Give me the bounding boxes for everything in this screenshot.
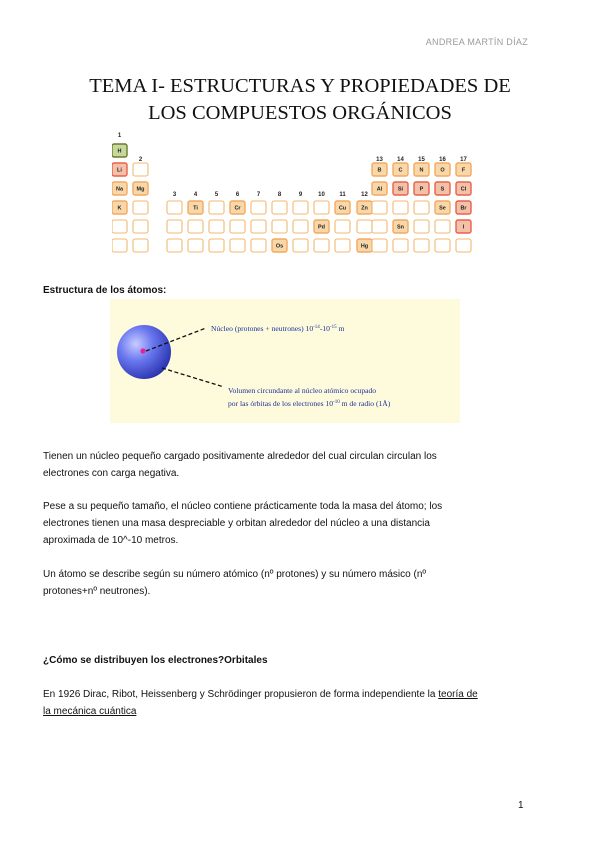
element-symbol: Os [275, 243, 284, 250]
quantum-theory-link[interactable]: teoría de [438, 689, 478, 700]
empty-cell [133, 163, 148, 176]
element-symbol: Cr [234, 205, 241, 212]
element-symbol: Si [397, 186, 404, 193]
empty-cell [293, 201, 308, 214]
element-symbol: Hg [360, 243, 369, 250]
element-symbol: O [440, 167, 445, 174]
group-label: 7 [256, 192, 261, 198]
empty-cell [133, 239, 148, 252]
paragraph-nucleus: Tienen un núcleo pequeño cargado positivamente alrededor del cual circulan circulan los electrones con carga negativa. [43, 451, 437, 479]
empty-cell [372, 239, 387, 252]
quantum-theory-link-continued[interactable]: la mecánica cuántica [43, 706, 137, 717]
group-label: 17 [460, 157, 467, 163]
group-label: 5 [214, 192, 219, 198]
element-symbol: P [419, 186, 424, 193]
element-symbol: Cu [338, 205, 347, 212]
atom-structure-figure [110, 299, 460, 423]
empty-cell [112, 239, 127, 252]
empty-cell [335, 239, 350, 252]
author-header: ANDREA MARTÍN DÍAZ [425, 37, 528, 47]
element-symbol: Pd [317, 224, 326, 231]
element-symbol: Cl [460, 186, 467, 193]
element-symbol: I [462, 224, 465, 231]
empty-cell [209, 201, 224, 214]
element-symbol: Sn [396, 224, 405, 231]
empty-cell [435, 220, 450, 233]
section-heading-atom-structure: Estructura de los átomos: [43, 285, 167, 296]
element-symbol: K [117, 205, 122, 212]
group-label: 12 [361, 192, 368, 198]
page-number: 1 [518, 800, 524, 811]
group-label: 11 [339, 192, 346, 198]
volume-label-line-2: por las órbitas de los electrones 10 [228, 399, 334, 408]
empty-cell [293, 239, 308, 252]
element-symbol: H [117, 148, 122, 155]
element-symbol: Na [115, 186, 124, 193]
empty-cell [372, 201, 387, 214]
empty-cell [167, 220, 182, 233]
empty-cell [414, 201, 429, 214]
paragraph-mass: Pese a su pequeño tamaño, el núcleo contiene prácticamente toda la masa del átomo; los electrones tienen una masa despreciable y orbitan alrededor del núcleo a una distancia aproximada de 10^-10 metros. [43, 501, 443, 546]
empty-cell [414, 220, 429, 233]
empty-cell [230, 220, 245, 233]
empty-cell [314, 201, 329, 214]
element-symbol: B [377, 167, 382, 174]
volume-pointer [162, 368, 224, 387]
group-label: 9 [298, 192, 303, 198]
empty-cell [314, 239, 329, 252]
empty-cell [167, 201, 182, 214]
group-label: 6 [235, 192, 240, 198]
periodic-table-image [112, 128, 492, 268]
empty-cell [272, 201, 287, 214]
element-symbol: C [398, 167, 403, 174]
nucleus-label: Núcleo (protones + neutrones) 10 [211, 324, 314, 333]
empty-cell [133, 220, 148, 233]
paragraph-quantum-theory: En 1926 Dirac, Ribot, Heissenberg y Schrödinger propusieron de forma independiente la teoría de la mecánica cuántica [43, 689, 478, 717]
empty-cell [372, 220, 387, 233]
element-symbol: Se [439, 205, 446, 212]
empty-cell [414, 239, 429, 252]
section-heading-orbitals: ¿Cómo se distribuyen los electrones?Orbitales [43, 655, 268, 666]
title-line-1: TEMA I- ESTRUCTURAS Y PROPIEDADES DE [89, 75, 511, 97]
group-label: 14 [397, 157, 404, 163]
element-symbol: Mg [136, 186, 145, 193]
group-label: 13 [376, 157, 383, 163]
volume-label-line-1: Volumen circundante al núcleo atómico ocupado [228, 386, 377, 395]
empty-cell [230, 239, 245, 252]
group-label: 1 [117, 133, 122, 139]
empty-cell [209, 239, 224, 252]
empty-cell [112, 220, 127, 233]
empty-cell [251, 201, 266, 214]
title-line-2: LOS COMPUESTOS ORGÁNICOS [148, 102, 452, 124]
empty-cell [435, 239, 450, 252]
empty-cell [251, 239, 266, 252]
group-label: 4 [193, 192, 198, 198]
empty-cell [251, 220, 266, 233]
group-label: 3 [172, 192, 177, 198]
element-symbol: Ti [193, 205, 198, 212]
empty-cell [209, 220, 224, 233]
group-label: 15 [418, 157, 425, 163]
group-label: 16 [439, 157, 446, 163]
empty-cell [456, 239, 471, 252]
element-symbol: Li [117, 167, 122, 174]
element-symbol: F [461, 167, 466, 174]
empty-cell [335, 220, 350, 233]
element-symbol: Br [460, 205, 467, 212]
empty-cell [188, 220, 203, 233]
element-symbol: N [419, 167, 424, 174]
group-label: 10 [318, 192, 325, 198]
group-label: 8 [277, 192, 282, 198]
svg-text:por las órbitas de los electro: por las órbitas de los electrones $10^{-10}$ m de radio (1Å) [228, 399, 391, 408]
group-label: 2 [138, 157, 143, 163]
empty-cell [272, 220, 287, 233]
nucleus-dot [140, 348, 145, 353]
paragraph-atomic-number: Un átomo se describe según su número atómico (nº protones) y su número másico (nº protones+nº neutrones). [43, 569, 427, 597]
empty-cell [133, 201, 148, 214]
empty-cell [393, 239, 408, 252]
empty-cell [293, 220, 308, 233]
page-title [40, 73, 560, 127]
element-symbol: Zn [361, 205, 368, 212]
svg-text:Núcleo (protones + neutrones): Núcleo (protones + neutrones) $10^{-14}-10^{-15}$ m [211, 324, 345, 333]
element-symbol: S [440, 186, 445, 193]
empty-cell [188, 239, 203, 252]
empty-cell [393, 201, 408, 214]
element-symbol: Al [376, 186, 383, 193]
empty-cell [167, 239, 182, 252]
empty-cell [357, 220, 372, 233]
